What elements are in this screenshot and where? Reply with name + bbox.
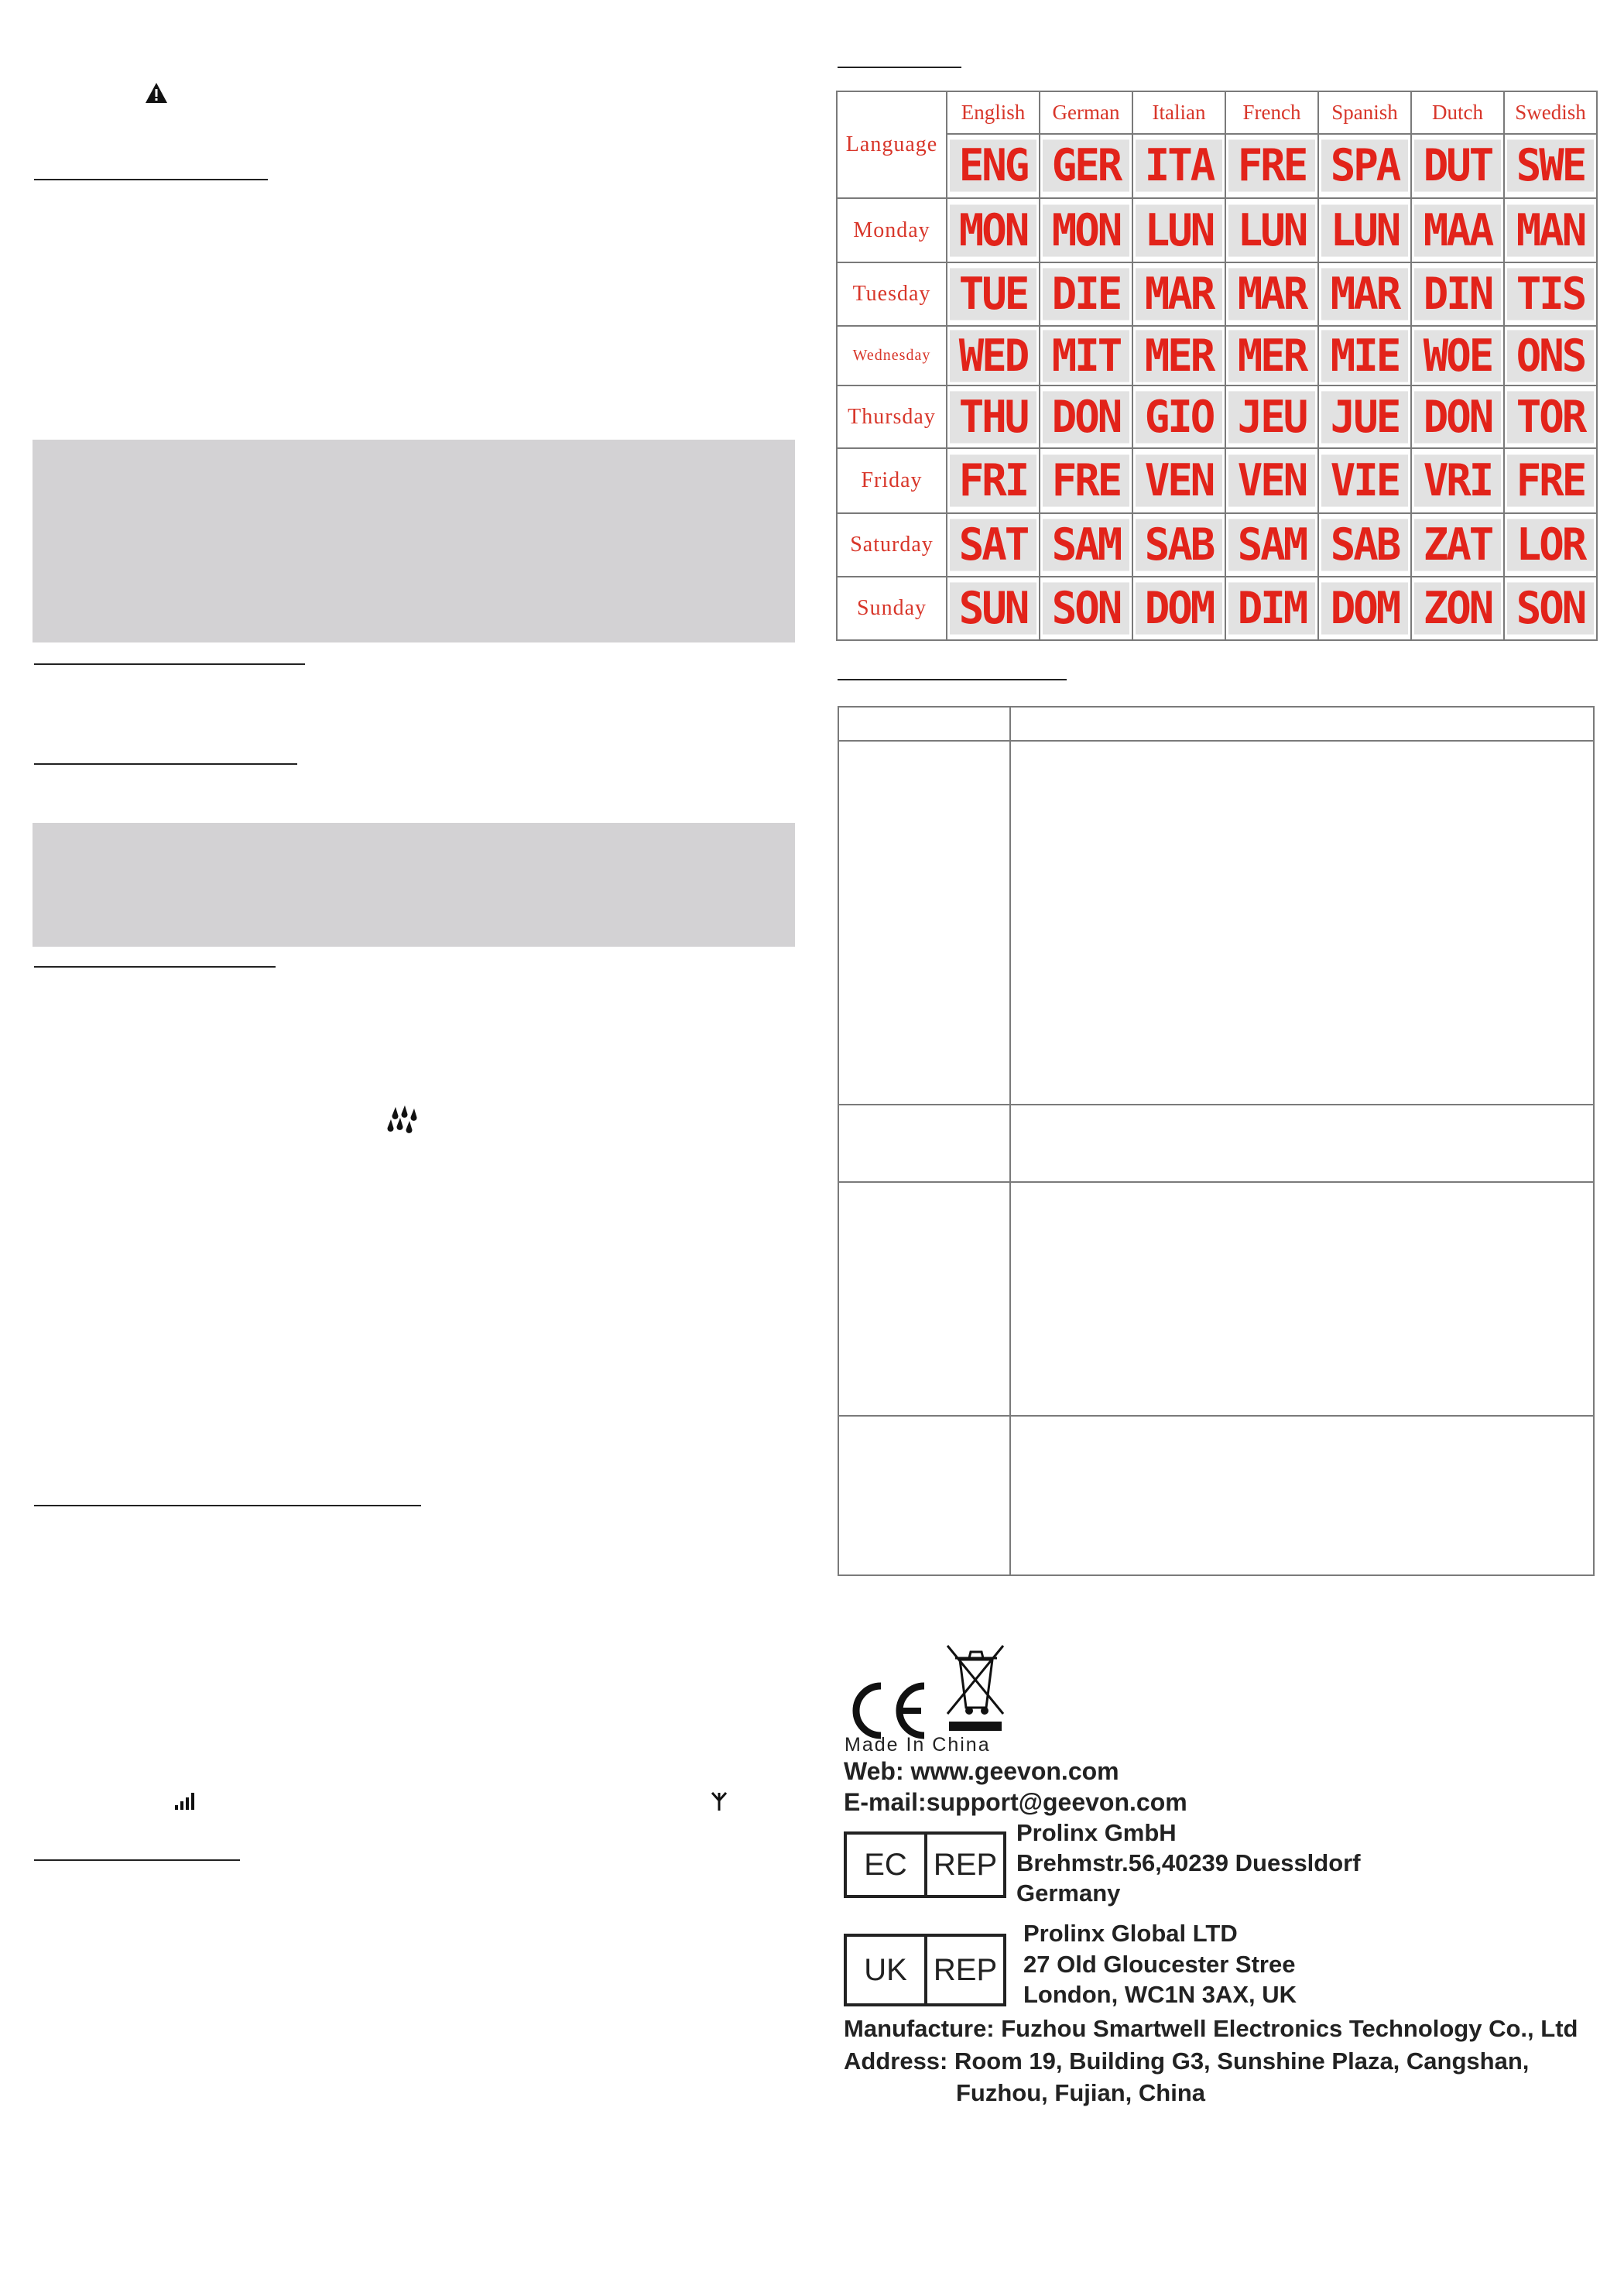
signal-bars-icon	[175, 1793, 195, 1810]
day-code-cell: SON	[1507, 582, 1594, 634]
day-code-cell: MIE	[1321, 330, 1408, 382]
ec-rep-line-3: Germany	[1016, 1879, 1121, 1907]
day-code-cell: VRI	[1414, 454, 1501, 506]
day-code-cell: MER	[1136, 330, 1222, 382]
made-in-label: Made In China	[845, 1734, 991, 1756]
ec-rep-left: EC	[847, 1835, 927, 1895]
language-code-cell: ITA	[1136, 140, 1222, 192]
day-code-cell: GIO	[1136, 391, 1222, 443]
section-heading-rule	[34, 663, 305, 665]
spec-cell	[1010, 741, 1594, 1105]
language-header-french: French	[1225, 91, 1318, 134]
spec-cell	[838, 1105, 1010, 1182]
ce-mark-icon	[845, 1680, 930, 1742]
day-code-cell: SAM	[1043, 519, 1129, 570]
day-code-cell: SAB	[1136, 519, 1222, 570]
ec-rep-line-1: Prolinx GmbH	[1016, 1819, 1177, 1846]
day-code-cell: LUN	[1228, 204, 1315, 256]
day-label-monday: Monday	[837, 198, 947, 262]
manufacturer-line: Manufacture: Fuzhou Smartwell Electronics Technology Co., Ltd	[844, 2015, 1578, 2042]
day-code-cell: FRI	[950, 454, 1036, 506]
uk-rep-line-1: Prolinx Global LTD	[1023, 1920, 1238, 1947]
language-header-dutch: Dutch	[1411, 91, 1504, 134]
day-code-cell: ZAT	[1414, 519, 1501, 570]
day-label-sunday: Sunday	[837, 577, 947, 640]
day-code-cell: WOE	[1414, 330, 1501, 382]
day-code-cell: MON	[950, 204, 1036, 256]
day-code-cell: SUN	[950, 582, 1036, 634]
language-code-cell: SWE	[1507, 140, 1594, 192]
day-code-cell: MAR	[1228, 268, 1315, 320]
day-code-cell: SAM	[1228, 519, 1315, 570]
day-code-cell: SON	[1043, 582, 1129, 634]
language-row-label: Language	[837, 91, 947, 198]
language-code-cell: FRE	[1228, 140, 1315, 192]
uk-rep-line-3: London, WC1N 3AX, UK	[1023, 1981, 1297, 2008]
uk-rep-line-2: 27 Old Gloucester Stree	[1023, 1951, 1296, 1978]
language-code-cell: DUT	[1414, 140, 1501, 192]
note-box	[33, 440, 795, 642]
day-code-cell: SAT	[950, 519, 1036, 570]
day-code-cell: ZON	[1414, 582, 1501, 634]
day-code-cell: MAR	[1136, 268, 1222, 320]
day-code-cell: JEU	[1228, 391, 1315, 443]
day-code-cell: MAN	[1507, 204, 1594, 256]
language-header-english: English	[947, 91, 1040, 134]
day-code-cell: FRE	[1507, 454, 1594, 506]
day-code-cell: TIS	[1507, 268, 1594, 320]
weee-bin-icon	[943, 1643, 1008, 1732]
specification-table	[838, 706, 1595, 1576]
uk-rep-left: UK	[847, 1937, 927, 2003]
day-code-cell: TUE	[950, 268, 1036, 320]
ec-rep-badge	[844, 1831, 1006, 1898]
address-line-1: Address: Room 19, Building G3, Sunshine Plaza, Cangshan,	[844, 2047, 1530, 2075]
day-code-cell: DOM	[1136, 582, 1222, 634]
language-code-cell: SPA	[1321, 140, 1408, 192]
spec-cell	[1010, 1105, 1594, 1182]
day-code-cell: VIE	[1321, 454, 1408, 506]
section-heading-rule	[34, 179, 268, 180]
spec-cell	[838, 741, 1010, 1105]
day-code-cell: LUN	[1321, 204, 1408, 256]
ec-rep-right: REP	[933, 1847, 998, 1882]
day-code-cell: SAB	[1321, 519, 1408, 570]
day-code-cell: VEN	[1136, 454, 1222, 506]
section-heading-rule	[34, 763, 297, 765]
spec-cell	[838, 707, 1010, 741]
ec-rep-line-2: Brehmstr.56,40239 Duessldorf	[1016, 1849, 1361, 1876]
warning-icon	[145, 82, 168, 104]
language-code-cell: ENG	[950, 140, 1036, 192]
day-code-cell: FRE	[1043, 454, 1129, 506]
day-label-tuesday: Tuesday	[837, 262, 947, 326]
language-header-spanish: Spanish	[1318, 91, 1411, 134]
section-heading-rule	[34, 1505, 421, 1506]
section-heading-rule	[838, 67, 961, 68]
day-code-cell: MAA	[1414, 204, 1501, 256]
day-code-cell: DIN	[1414, 268, 1501, 320]
spec-cell	[838, 1416, 1010, 1575]
spec-cell	[1010, 1182, 1594, 1416]
day-code-cell: LOR	[1507, 519, 1594, 570]
day-label-saturday: Saturday	[837, 513, 947, 577]
day-code-cell: DOM	[1321, 582, 1408, 634]
day-label-thursday: Thursday	[837, 385, 947, 448]
day-code-cell: DIE	[1043, 268, 1129, 320]
day-code-cell: ONS	[1507, 330, 1594, 382]
uk-rep-right: REP	[933, 1952, 998, 1987]
spec-cell	[1010, 1416, 1594, 1575]
uk-rep-badge	[844, 1934, 1006, 2006]
web-address: Web: www.geevon.com	[844, 1757, 1119, 1785]
rain-icon	[385, 1105, 422, 1133]
day-code-cell: LUN	[1136, 204, 1222, 256]
section-heading-rule	[34, 966, 276, 968]
day-code-cell: MER	[1228, 330, 1315, 382]
language-header-german: German	[1040, 91, 1132, 134]
section-heading-rule	[34, 1859, 240, 1861]
day-label-wednesday: Wednesday	[837, 326, 947, 385]
language-header-swedish: Swedish	[1504, 91, 1597, 134]
address-line-2: Fuzhou, Fujian, China	[956, 2079, 1206, 2106]
language-table	[836, 91, 1598, 641]
note-box	[33, 823, 795, 947]
day-code-cell: THU	[950, 391, 1036, 443]
day-code-cell: MON	[1043, 204, 1129, 256]
day-code-cell: WED	[950, 330, 1036, 382]
antenna-icon	[711, 1791, 728, 1811]
day-code-cell: DON	[1414, 391, 1501, 443]
day-code-cell: MAR	[1321, 268, 1408, 320]
section-heading-rule	[838, 679, 1067, 680]
day-code-cell: DON	[1043, 391, 1129, 443]
language-code-cell: GER	[1043, 140, 1129, 192]
spec-cell	[1010, 707, 1594, 741]
day-code-cell: VEN	[1228, 454, 1315, 506]
spec-cell	[838, 1182, 1010, 1416]
day-label-friday: Friday	[837, 448, 947, 513]
day-code-cell: DIM	[1228, 582, 1315, 634]
day-code-cell: TOR	[1507, 391, 1594, 443]
day-code-cell: MIT	[1043, 330, 1129, 382]
language-header-italian: Italian	[1132, 91, 1225, 134]
day-code-cell: JUE	[1321, 391, 1408, 443]
email-address: E-mail:support@geevon.com	[844, 1788, 1187, 1816]
